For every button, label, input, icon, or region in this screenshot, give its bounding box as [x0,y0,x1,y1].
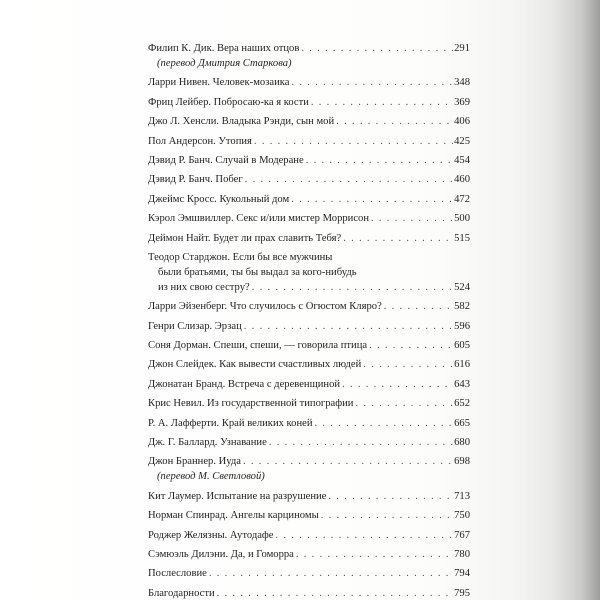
toc-entry [148,508,470,523]
toc-entry [148,250,470,295]
toc-entry-title: Ларри Нивен. Человек-мозаика [148,77,290,89]
toc-entry-title: Крис Невил. Из государственной типографии [148,398,354,410]
toc-entry-title: Джо Л. Хенсли. Владыка Рэнди, сын мой [148,116,335,128]
toc-entry-title: Теодор Старджон. Если бы все мужчины [148,251,333,263]
toc-entry-line [148,250,470,265]
toc-entry-line [148,319,470,334]
toc-entry-line [148,586,470,600]
dot-leader [243,454,453,469]
toc-entry-title-continued: были братьями, ты бы выдал за кого-нибудь [158,266,357,278]
toc-entry-line [148,338,470,353]
dot-leader [209,566,453,581]
toc-entry-line [148,528,470,543]
toc-entry-line [148,75,470,90]
toc-entry [148,489,470,504]
toc-entry-line [148,377,470,392]
toc-entry-line [148,454,470,469]
dot-leader [311,95,453,110]
toc-entry [148,319,470,334]
page-number: 750 [454,510,470,522]
toc-entry-title: Джеймс Кросс. Кукольный дом [148,193,290,205]
toc-entry [148,377,470,392]
dot-leader [217,586,453,600]
toc-entry-title: Филип К. Дик. Вера наших отцов [148,43,300,54]
toc-entry [148,75,470,90]
toc-entry-title: Благодарности [148,587,215,599]
dot-leader [296,547,453,562]
toc-entry-continuation [148,280,470,295]
toc-entry-line [148,134,470,149]
toc-entry-line [148,192,470,207]
page-number: 348 [454,77,470,89]
toc-entry-title: Джонатан Бранд. Встреча с деревенщиной [148,378,341,390]
page-number: 643 [454,378,470,390]
dot-leader [321,508,453,523]
toc-entry-title: Пол Андерсон. Утопия [148,135,252,147]
page-number: 794 [454,568,470,580]
toc-entry-line [148,566,470,581]
toc-entry [148,95,470,110]
toc-entry-line [148,489,470,504]
dot-leader [306,153,453,168]
toc-entry [148,416,470,431]
toc-entry-title: Джон Слейдек. Как вывести счастливых людей [148,359,362,371]
dot-leader [301,41,453,56]
toc-entry [148,566,470,581]
toc-entry-title: Роджер Желязны. Аутодафе [148,529,274,541]
dot-leader [252,280,453,295]
toc-entry-line [148,357,470,372]
toc-entry [148,357,470,372]
toc-entry-title: Р. А. Лафферти. Край великих коней [148,417,313,429]
page-number: 780 [454,548,470,560]
toc-entry-line [148,299,470,314]
toc-entry-title: Кит Лаумер. Испытание на разрушение [148,490,327,502]
page-number: 500 [454,213,470,225]
toc-entry [148,153,470,168]
toc-entry-line [148,508,470,523]
toc-entry [148,528,470,543]
toc-entry-line [148,547,470,562]
toc-entry-line [148,95,470,110]
toc-entry-title: Джон Браннер. Иуда [148,456,241,468]
toc-entry [148,586,470,600]
toc-entry-title: Кэрол Эмшвиллер. Секс и/или мистер Моррисон [148,213,370,225]
toc-entry-title: Дэвид Р. Банч. Побег [148,174,243,186]
toc-entry-line [148,396,470,411]
dot-leader [275,528,453,543]
dot-leader [369,338,453,353]
page-number: 460 [454,174,470,186]
page-number: 616 [454,359,470,371]
dot-leader [291,75,453,90]
toc-entry [148,338,470,353]
toc-entry [148,396,470,411]
dot-leader [328,489,453,504]
toc-entry [148,41,470,71]
page-number: 767 [454,529,470,541]
table-of-contents [148,41,470,600]
page-number: 406 [454,116,470,128]
page-number: 713 [454,490,470,502]
dot-leader [269,435,453,450]
toc-entry [148,192,470,207]
page-number: 515 [454,232,470,244]
toc-entry-line [148,41,470,56]
page-number: 698 [454,456,470,468]
toc-entry-line [148,153,470,168]
page-number: 369 [454,96,470,108]
toc-entry [148,435,470,450]
page-number: 582 [454,301,470,313]
dot-leader [254,134,453,149]
page-number: 472 [454,193,470,205]
translator-note: (перевод М. Светловой) [157,471,265,483]
dot-leader [245,172,453,187]
toc-entry [148,299,470,314]
toc-entry-line [148,416,470,431]
toc-entry-line [148,211,470,226]
page-number: 680 [454,437,470,449]
toc-entry-title: Генри Слизар. Эрзац [148,320,242,332]
toc-entry-line [148,172,470,187]
page-number: 524 [454,281,470,293]
page-number: 425 [454,135,470,147]
dot-leader [363,357,453,372]
dot-leader [244,319,453,334]
dot-leader [355,396,453,411]
toc-entry-line [148,231,470,246]
toc-entry-title: Сэмюэль Дилэни. Да, и Гоморра [148,548,294,560]
toc-entry [148,114,470,129]
page-number: 454 [454,154,470,166]
dot-leader [336,114,453,129]
toc-entry-title: Ларри Эйзенберг. Что случилось с Огюстом Кляро? [148,301,382,313]
page-number: 795 [454,587,470,599]
toc-entry-title: Соня Дорман. Спеши, спеши, — говорила птица [148,340,368,352]
toc-entry-title: Дэвид Р. Банч. Случай в Модеране [148,154,304,166]
toc-entry [148,231,470,246]
toc-entry-line [148,114,470,129]
page-number: 605 [454,340,470,352]
page-number: 665 [454,417,470,429]
dot-leader [342,377,453,392]
dot-leader [343,231,453,246]
toc-entry [148,172,470,187]
toc-entry-title: Послесловие [148,568,207,580]
toc-entry [148,547,470,562]
page-number: 596 [454,320,470,332]
toc-entry [148,211,470,226]
toc-entry [148,454,470,484]
toc-entry [148,134,470,149]
toc-entry-title-continued: из них свою сестру? [158,281,250,293]
toc-entry-title: Дж. Г. Баллард. Узнавание [148,437,267,449]
toc-entry-title: Фриц Лейбер. Побросаю-ка я кости [148,96,309,108]
dot-leader [315,416,454,431]
translator-note: (перевод Дмитрия Старкова) [157,58,292,69]
dot-leader [291,192,453,207]
toc-entry-line [148,435,470,450]
page-number: 652 [454,398,470,410]
dot-leader [371,211,453,226]
toc-entry-title: Норман Спинрад. Ангелы карциномы [148,510,319,522]
dot-leader [384,299,453,314]
page-number: 291 [454,43,470,54]
toc-entry-continuation [148,265,470,280]
toc-entry-title: Деймон Найт. Будет ли прах славить Тебя? [148,232,342,244]
